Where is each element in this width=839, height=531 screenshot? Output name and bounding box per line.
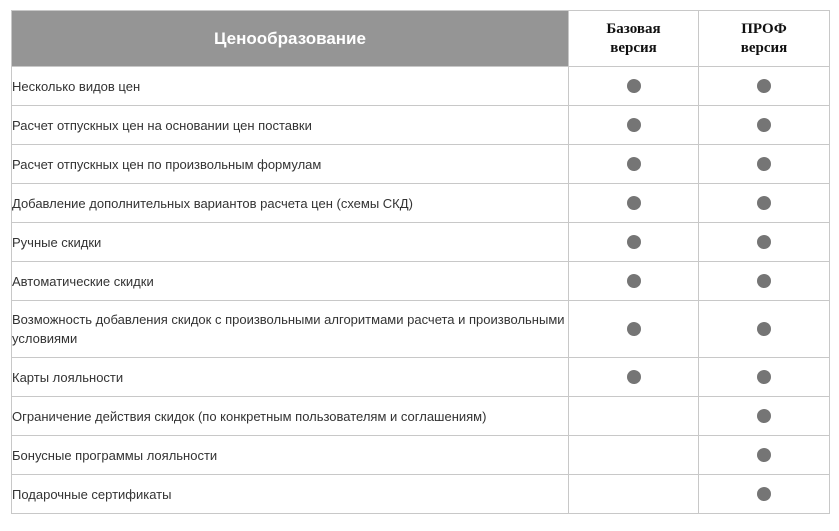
feature-label: Автоматические скидки	[12, 262, 569, 301]
filled-circle-icon	[757, 157, 771, 171]
table-title: Ценообразование	[12, 11, 569, 67]
base-cell	[569, 184, 699, 223]
table-row	[12, 184, 830, 223]
filled-circle-icon	[627, 118, 641, 132]
prof-cell	[699, 301, 830, 358]
prof-cell	[699, 475, 830, 514]
prof-cell	[699, 223, 830, 262]
table-row	[12, 397, 830, 436]
filled-circle-icon	[757, 370, 771, 384]
filled-circle-icon	[627, 274, 641, 288]
column-header-prof-line1: ПРОФ	[741, 20, 787, 37]
base-cell	[569, 397, 699, 436]
table-row	[12, 436, 830, 475]
table-row	[12, 145, 830, 184]
prof-cell	[699, 358, 830, 397]
feature-label: Карты лояльности	[12, 358, 569, 397]
filled-circle-icon	[757, 196, 771, 210]
table-row	[12, 262, 830, 301]
base-cell	[569, 223, 699, 262]
filled-circle-icon	[757, 322, 771, 336]
column-header-prof	[699, 11, 830, 67]
column-header-base	[569, 11, 699, 67]
filled-circle-icon	[627, 79, 641, 93]
table-row	[12, 223, 830, 262]
filled-circle-icon	[627, 235, 641, 249]
filled-circle-icon	[757, 274, 771, 288]
table-header-row	[12, 11, 830, 67]
base-cell	[569, 301, 699, 358]
prof-cell	[699, 106, 830, 145]
feature-label: Ручные скидки	[12, 223, 569, 262]
prof-cell	[699, 397, 830, 436]
filled-circle-icon	[757, 79, 771, 93]
feature-comparison-table	[11, 10, 830, 514]
filled-circle-icon	[627, 322, 641, 336]
table-row	[12, 475, 830, 514]
feature-label: Несколько видов цен	[12, 67, 569, 106]
filled-circle-icon	[627, 370, 641, 384]
base-cell	[569, 145, 699, 184]
feature-label: Ограничение действия скидок (по конкретным пользователям и соглашениям)	[12, 397, 569, 436]
column-header-base-line1: Базовая	[606, 20, 661, 37]
feature-label: Подарочные сертификаты	[12, 475, 569, 514]
feature-label: Возможность добавления скидок с произвольными алгоритмами расчета и произвольными условиями	[12, 301, 569, 358]
filled-circle-icon	[627, 157, 641, 171]
feature-label: Расчет отпускных цен по произвольным формулам	[12, 145, 569, 184]
base-cell	[569, 67, 699, 106]
table-row	[12, 67, 830, 106]
base-cell	[569, 106, 699, 145]
prof-cell	[699, 436, 830, 475]
base-cell	[569, 358, 699, 397]
prof-cell	[699, 67, 830, 106]
feature-label: Расчет отпускных цен на основании цен поставки	[12, 106, 569, 145]
base-cell	[569, 262, 699, 301]
filled-circle-icon	[757, 235, 771, 249]
filled-circle-icon	[757, 448, 771, 462]
feature-label: Бонусные программы лояльности	[12, 436, 569, 475]
filled-circle-icon	[627, 196, 641, 210]
prof-cell	[699, 184, 830, 223]
table-row	[12, 301, 830, 358]
base-cell	[569, 475, 699, 514]
filled-circle-icon	[757, 409, 771, 423]
table-row	[12, 106, 830, 145]
prof-cell	[699, 262, 830, 301]
pricing-comparison	[11, 10, 829, 514]
prof-cell	[699, 145, 830, 184]
filled-circle-icon	[757, 487, 771, 501]
feature-label: Добавление дополнительных вариантов расчета цен (схемы СКД)	[12, 184, 569, 223]
table-row	[12, 358, 830, 397]
filled-circle-icon	[757, 118, 771, 132]
base-cell	[569, 436, 699, 475]
column-header-prof-line2: версия	[740, 39, 788, 56]
column-header-base-line2: версия	[610, 39, 657, 56]
